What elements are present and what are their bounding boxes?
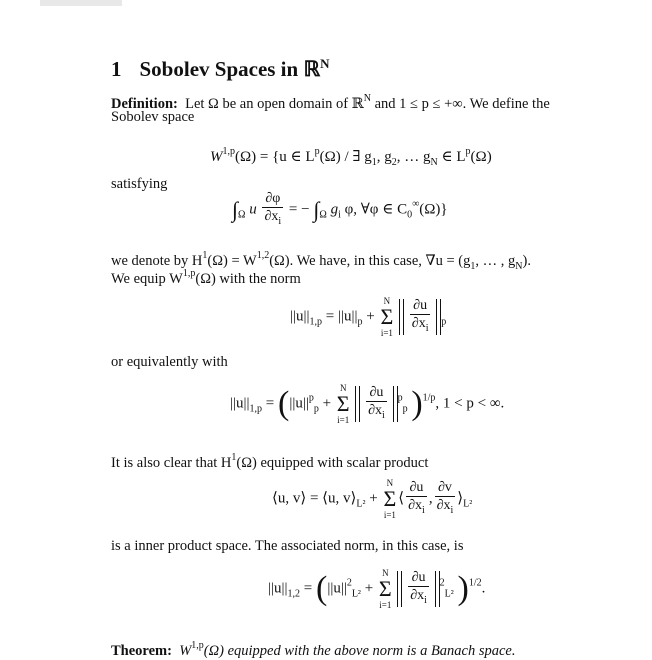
paren-left-2: (	[315, 570, 328, 607]
section-title-sup: N	[320, 56, 330, 71]
eq3-sum-top: N	[383, 296, 391, 306]
sigma-symbol-4: Σ	[378, 576, 392, 601]
eq3-den-text: ∂x	[411, 316, 426, 331]
eq6-inner-sup: 2	[346, 577, 352, 589]
eq6-lhs-sub: 1,2	[287, 588, 301, 600]
eq4-sum-top: N	[339, 383, 347, 393]
para3: is a inner product space. The associated norm, in this case, is	[111, 538, 464, 554]
eq4-p-sub: p	[402, 403, 408, 415]
p1-e: ).	[522, 253, 531, 269]
p1-w2-sup: 1,p	[182, 268, 196, 279]
eq5-d2-text: ∂x	[436, 498, 451, 513]
norm-bar-right-2	[393, 386, 398, 422]
eq5-d2	[435, 497, 456, 519]
eq5-sum-top: N	[386, 478, 394, 488]
eq4-den-text: ∂x	[368, 403, 383, 418]
definition-label: Definition:	[111, 96, 178, 112]
equation-h1-norm	[268, 568, 485, 610]
eq4-eq: =	[262, 395, 275, 412]
p2-h-sup: 1	[231, 452, 237, 463]
eq1-end2: (Ω)	[470, 149, 492, 165]
eq5-d1-text: ∂x	[408, 498, 423, 513]
eq3-num: ∂u	[410, 297, 431, 315]
p1-line2b: (Ω) with the norm	[195, 271, 301, 287]
eq5-fraction-2	[435, 479, 456, 519]
eq1-mid2: , … g	[396, 149, 431, 165]
eq1-lhs-sup: 1,p	[222, 146, 235, 157]
eq6-inner-sub: L²	[351, 588, 361, 600]
or-equivalently-text: or equivalently with	[111, 354, 228, 370]
norm-bar-left-3	[397, 571, 402, 607]
sigma-symbol-2: Σ	[336, 391, 350, 416]
eq4-inner: ||u||	[289, 395, 309, 412]
section-number: 1	[111, 57, 122, 81]
integral-symbol-2: ∫	[313, 197, 320, 222]
eq5-end-sub: L²	[463, 498, 473, 510]
eq6-num: ∂u	[408, 569, 429, 587]
eq5-sum-bot: i=1	[383, 510, 396, 520]
paren-left: (	[277, 385, 290, 422]
p1-gN: N	[515, 261, 523, 272]
definition-text-rest: and 1 ≤ p ≤ +∞. We define the	[371, 96, 550, 112]
satisfying-text: satisfying	[111, 176, 168, 192]
section-title-text: Sobolev Spaces in ℝ	[139, 57, 321, 81]
eq5-fraction-1	[406, 479, 427, 519]
p1-a: we denote by H	[111, 253, 203, 269]
eq4-outer-sup: 1/p	[422, 392, 436, 404]
eq6-sum-top: N	[382, 568, 389, 578]
eq2-phi: φ, ∀φ ∈ C	[340, 201, 408, 218]
eq3-mid: = ||u||	[322, 308, 358, 325]
eq2-u: u	[249, 201, 257, 218]
eq6-sq-sup: 2	[439, 577, 445, 589]
sigma-symbol-3: Σ	[383, 486, 397, 511]
eq4-fraction	[366, 384, 387, 424]
p1-line2: We equip W	[111, 271, 183, 287]
theorem	[111, 637, 516, 660]
eq3-mid-sub: p	[357, 316, 363, 328]
norm-bar-right-3	[435, 571, 440, 607]
eq4-sum-bot: i=1	[337, 415, 350, 425]
omega-sub-2: Ω	[319, 209, 327, 221]
eq2-den-sub: i	[278, 216, 282, 227]
eq4-plus: +	[318, 395, 332, 412]
eq6-sum-bot: i=1	[379, 600, 392, 610]
eq5-d1	[406, 497, 427, 519]
eq6-end: .	[481, 580, 486, 597]
theorem-label: Theorem:	[111, 643, 172, 659]
eq5-l2: L²	[356, 498, 366, 510]
eq4-inner-sup: p	[308, 392, 314, 404]
p1-g1: 1	[470, 261, 476, 272]
eq4-p-sup: p	[397, 392, 403, 404]
eq1-body2: (Ω) / ∃ g	[319, 149, 372, 165]
equation-weak-derivative	[232, 190, 448, 230]
eq6-inner: ||u||	[327, 580, 347, 597]
eq6-den	[408, 587, 429, 609]
eq5-n1: ∂u	[406, 479, 427, 497]
eq6-eq: =	[300, 580, 313, 597]
para2	[111, 449, 428, 472]
scan-smudge	[40, 0, 122, 6]
eq4-lhs: ||u||	[230, 395, 250, 412]
eq5-lhs: ⟨u, v⟩ = ⟨u, v⟩	[272, 490, 357, 507]
eq1-lhs: W	[210, 149, 223, 165]
definition-text: Let Ω be an open domain of ℝ	[185, 96, 364, 112]
eq2-end: (Ω)}	[419, 201, 448, 218]
norm-bar-left	[399, 299, 404, 335]
eq2-g: g	[330, 201, 339, 218]
p1-d: , … , g	[475, 253, 516, 269]
eq3-den	[410, 315, 431, 337]
integral-symbol: ∫	[232, 197, 239, 222]
sigma-symbol: Σ	[380, 304, 394, 329]
equation-norm	[290, 296, 446, 338]
eq6-outer-sup: 1/2	[468, 577, 482, 589]
eq2-fraction	[262, 190, 283, 230]
para1-line-2	[111, 265, 301, 288]
eq6-lhs: ||u||	[268, 580, 288, 597]
eq3-sum-bot: i=1	[380, 328, 393, 338]
p1-w-sup: 1,2	[256, 250, 270, 261]
eq2-c-sub: 0	[407, 209, 413, 221]
paren-right: )	[411, 385, 423, 422]
eq6-l2-sub: L²	[444, 588, 454, 600]
eq3-lhs: ||u||	[290, 308, 310, 325]
eq2-den-text: ∂x	[264, 209, 279, 224]
eq2-den	[262, 208, 283, 230]
eq6-plus: +	[360, 580, 374, 597]
eq3-sum	[380, 296, 393, 338]
omega-sub: Ω	[238, 209, 246, 221]
eq5-plus: +	[365, 490, 378, 507]
eq1-body-sup: p	[314, 146, 320, 157]
p2-text: It is also clear that H	[111, 455, 232, 471]
definition-sup: N	[363, 93, 371, 104]
eq4-den-sub: i	[382, 410, 385, 421]
eq4-sum	[337, 383, 350, 425]
eq1-gN-sub: N	[430, 157, 438, 168]
eq4-num: ∂u	[366, 384, 387, 402]
p1-h-sup: 1	[202, 250, 208, 261]
eq2-rhs: = −	[288, 201, 310, 218]
eq3-fraction	[410, 297, 431, 337]
equation-scalar-product: ⟨u, v⟩ = ⟨u, $v⟩_{L^2}$ + N Σ i=1 ⟨ $\frac{\partial u}{\partial x_i}$ , $\frac{\partial v}{\partial x_i}$ $⟩_{L^2}$	[272, 478, 473, 520]
eq1-g2-sub: 2	[391, 157, 397, 168]
eq2-c-sup: ∞	[412, 198, 420, 210]
eq1-g1-sub: 1	[371, 157, 377, 168]
definition-line-2: Sobolev space	[111, 109, 195, 125]
eq1-end-sup: p	[465, 146, 471, 157]
eq3-plus: +	[362, 308, 375, 325]
equation-sobolev-space	[210, 142, 492, 173]
eq3-den-sub: i	[425, 323, 429, 334]
eq6-fraction	[408, 569, 429, 609]
norm-bar-left-2	[355, 386, 360, 422]
eq1-mid: , g	[376, 149, 392, 165]
eq5-sum	[383, 478, 396, 520]
eq6-den-sub: i	[424, 595, 427, 606]
eq6-den-text: ∂x	[410, 588, 425, 603]
eq1-end: ∈ L	[437, 149, 466, 165]
eq1-body: (Ω) = {u ∈ L	[235, 149, 315, 165]
eq6-sum	[379, 568, 392, 610]
p1-b: (Ω) = W	[207, 253, 257, 269]
theorem-w: W	[179, 643, 192, 659]
p2-text2: (Ω) equipped with scalar product	[236, 455, 429, 471]
eq5-d1-sub: i	[422, 505, 425, 516]
eq3-p-sub: p	[441, 316, 447, 328]
theorem-text: (Ω) equipped with the above norm is a Banach space.	[203, 643, 516, 659]
eq5-n2: ∂v	[435, 479, 456, 497]
eq5-d2-sub: i	[450, 505, 454, 516]
eq4-inner-sub: p	[313, 403, 319, 415]
eq4-lhs-sub: 1,p	[249, 403, 263, 415]
section-title	[111, 50, 329, 83]
theorem-w-sup: 1,p	[191, 640, 204, 651]
eq2-g-sub: i	[338, 209, 341, 221]
paren-right-2: )	[457, 570, 469, 607]
eq4-condition: , 1 < p < ∞.	[435, 395, 505, 412]
eq4-den	[366, 402, 387, 424]
eq2-num: ∂φ	[262, 190, 283, 208]
eq3-lhs-sub: 1,p	[309, 316, 323, 328]
equation-norm-equivalent	[230, 383, 504, 425]
p1-c: (Ω). We have, in this case, ∇u = (g	[269, 253, 471, 269]
